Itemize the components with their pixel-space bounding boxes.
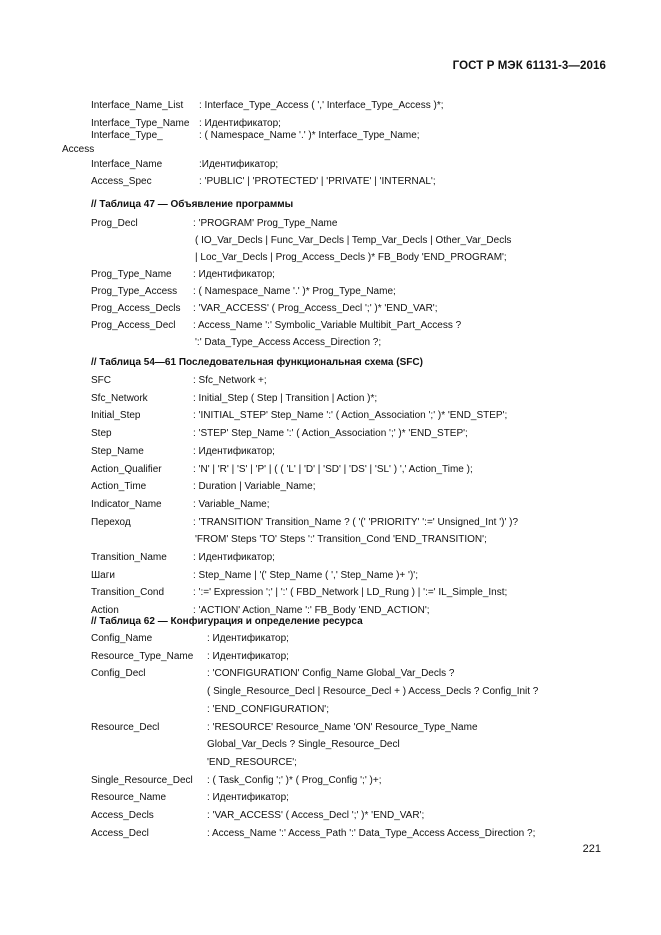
grammar-term: Шаги bbox=[91, 569, 115, 581]
grammar-term: Config_Decl bbox=[91, 668, 146, 680]
grammar-term: Prog_Type_Name bbox=[91, 269, 172, 280]
grammar-term: Action bbox=[91, 605, 119, 617]
grammar-rule: : Step_Name | '(' Step_Name ( ',' Step_Name )+ ')'; bbox=[193, 569, 418, 581]
grammar-rule: : 'RESOURCE' Resource_Name 'ON' Resource_Type_Name bbox=[207, 721, 478, 733]
grammar-rule-continuation: 'END_RESOURCE'; bbox=[207, 756, 297, 768]
table-caption: // Таблица 54—61 Последовательная функциональная схема (SFC) bbox=[91, 357, 423, 368]
grammar-rule: : 'PROGRAM' Prog_Type_Name bbox=[193, 218, 338, 229]
grammar-term: Interface_Type_Name bbox=[91, 118, 190, 129]
grammar-rule: : Sfc_Network +; bbox=[193, 375, 267, 386]
grammar-term: Переход bbox=[91, 516, 131, 528]
grammar-term: Action_Qualifier bbox=[91, 463, 162, 475]
grammar-rule: : Variable_Name; bbox=[193, 498, 270, 510]
grammar-term: Prog_Access_Decl bbox=[91, 320, 176, 331]
grammar-rule: : Access_Name ':' Access_Path ':' Data_Type_Access Access_Direction ?; bbox=[207, 827, 536, 839]
grammar-rule: : 'N' | 'R' | 'S' | 'P' | ( ( 'L' | 'D' | 'SD' | 'DS' | 'SL' ) ',' Action_Time ); bbox=[193, 463, 473, 475]
grammar-term: Indicator_Name bbox=[91, 498, 162, 510]
table-caption: // Таблица 47 — Объявление программы bbox=[91, 199, 294, 210]
grammar-term: Resource_Type_Name bbox=[91, 650, 194, 662]
grammar-term: Prog_Type_Access bbox=[91, 286, 178, 297]
grammar-rule: : Идентификатор; bbox=[199, 118, 281, 129]
grammar-term: Prog_Access_Decls bbox=[91, 303, 181, 314]
grammar-term: Step_Name bbox=[91, 445, 144, 457]
grammar-term: Action_Time bbox=[91, 481, 147, 493]
grammar-rule: : Interface_Type_Access ( ',' Interface_Type_Access )*; bbox=[199, 100, 444, 111]
grammar-rule: : 'CONFIGURATION' Config_Name Global_Var_Decls ? bbox=[207, 668, 455, 680]
grammar-rule: : 'INITIAL_STEP' Step_Name ':' ( Action_Association ';' )* 'END_STEP'; bbox=[193, 410, 508, 422]
grammar-rule-continuation: Global_Var_Decls ? Single_Resource_Decl bbox=[207, 739, 400, 751]
grammar-term: Prog_Decl bbox=[91, 218, 138, 229]
grammar-term: Step bbox=[91, 428, 112, 440]
grammar-term: Sfc_Network bbox=[91, 392, 148, 404]
grammar-rule: : 'STEP' Step_Name ':' ( Action_Association ';' )* 'END_STEP'; bbox=[193, 428, 468, 440]
grammar-term: SFC bbox=[91, 375, 111, 386]
grammar-term: Access_Decl bbox=[91, 827, 149, 839]
grammar-rule: : Идентификатор; bbox=[193, 445, 275, 457]
grammar-term: Access_Spec bbox=[91, 176, 152, 187]
grammar-term: Resource_Decl bbox=[91, 721, 160, 733]
grammar-term: Access_Decls bbox=[91, 810, 154, 821]
grammar-term-wrap: Access bbox=[62, 144, 95, 155]
grammar-term: Config_Name bbox=[91, 633, 153, 644]
grammar-rule: : ':=' Expression ';' | ':' ( FBD_Network | LD_Rung ) | ':=' IL_Simple_Inst; bbox=[193, 587, 508, 599]
grammar-rule-continuation: ( Single_Resource_Decl | Resource_Decl + ) Access_Decls ? Config_Init ? bbox=[207, 686, 539, 698]
grammar-rule: : ( Namespace_Name '.' )* Interface_Type_Name; bbox=[199, 130, 420, 141]
grammar-rule-continuation: ( IO_Var_Decls | Func_Var_Decls | Temp_Var_Decls | Other_Var_Decls bbox=[195, 235, 512, 246]
grammar-rule: : ( Task_Config ';' )* ( Prog_Config ';' )+; bbox=[207, 774, 382, 786]
grammar-term: Interface_Type_ bbox=[91, 130, 163, 141]
page-header: ГОСТ Р МЭК 61131-3—2016 bbox=[452, 60, 606, 72]
grammar-term: Interface_Name bbox=[91, 159, 163, 170]
grammar-term: Single_Resource_Decl bbox=[91, 774, 193, 786]
grammar-rule: : Duration | Variable_Name; bbox=[193, 481, 316, 493]
grammar-rule: : 'ACTION' Action_Name ':' FB_Body 'END_ACTION'; bbox=[193, 605, 430, 617]
grammar-term: Transition_Cond bbox=[91, 587, 165, 599]
grammar-rule: :Идентификатор; bbox=[199, 159, 279, 170]
grammar-rule: : Идентификатор; bbox=[193, 269, 275, 280]
grammar-term: Resource_Name bbox=[91, 792, 167, 804]
grammar-rule: : 'TRANSITION' Transition_Name ? ( '(' 'PRIORITY' ':=' Unsigned_Int ')' )? bbox=[193, 516, 519, 528]
grammar-rule-continuation: : 'END_CONFIGURATION'; bbox=[207, 703, 329, 715]
grammar-term: Transition_Name bbox=[91, 552, 167, 563]
grammar-rule: : Идентификатор; bbox=[207, 633, 289, 644]
page-number: 221 bbox=[582, 843, 601, 855]
grammar-rule: : 'VAR_ACCESS' ( Access_Decl ';' )* 'END_VAR'; bbox=[207, 810, 425, 821]
grammar-term: Interface_Name_List bbox=[91, 100, 184, 111]
grammar-rule: : Идентификатор; bbox=[193, 552, 275, 563]
grammar-rule-continuation: ':' Data_Type_Access Access_Direction ?; bbox=[195, 337, 382, 348]
grammar-rule: : Идентификатор; bbox=[207, 792, 289, 804]
grammar-rule: : Access_Name ':' Symbolic_Variable Multibit_Part_Access ? bbox=[193, 320, 462, 331]
grammar-rule: : Initial_Step ( Step | Transition | Action )*; bbox=[193, 392, 378, 404]
grammar-rule: : 'PUBLIC' | 'PROTECTED' | 'PRIVATE' | 'INTERNAL'; bbox=[199, 176, 436, 187]
grammar-rule-continuation: 'FROM' Steps 'TO' Steps ':' Transition_Cond 'END_TRANSITION'; bbox=[195, 534, 487, 546]
grammar-rule-continuation: | Loc_Var_Decls | Prog_Access_Decls )* FB_Body 'END_PROGRAM'; bbox=[195, 252, 507, 263]
grammar-term: Initial_Step bbox=[91, 410, 141, 422]
grammar-rule: : 'VAR_ACCESS' ( Prog_Access_Decl ';' )* 'END_VAR'; bbox=[193, 303, 438, 314]
table-caption: // Таблица 62 — Конфигурация и определение ресурса bbox=[91, 616, 363, 627]
grammar-rule: : ( Namespace_Name '.' )* Prog_Type_Name; bbox=[193, 286, 396, 297]
grammar-rule: : Идентификатор; bbox=[207, 650, 289, 662]
